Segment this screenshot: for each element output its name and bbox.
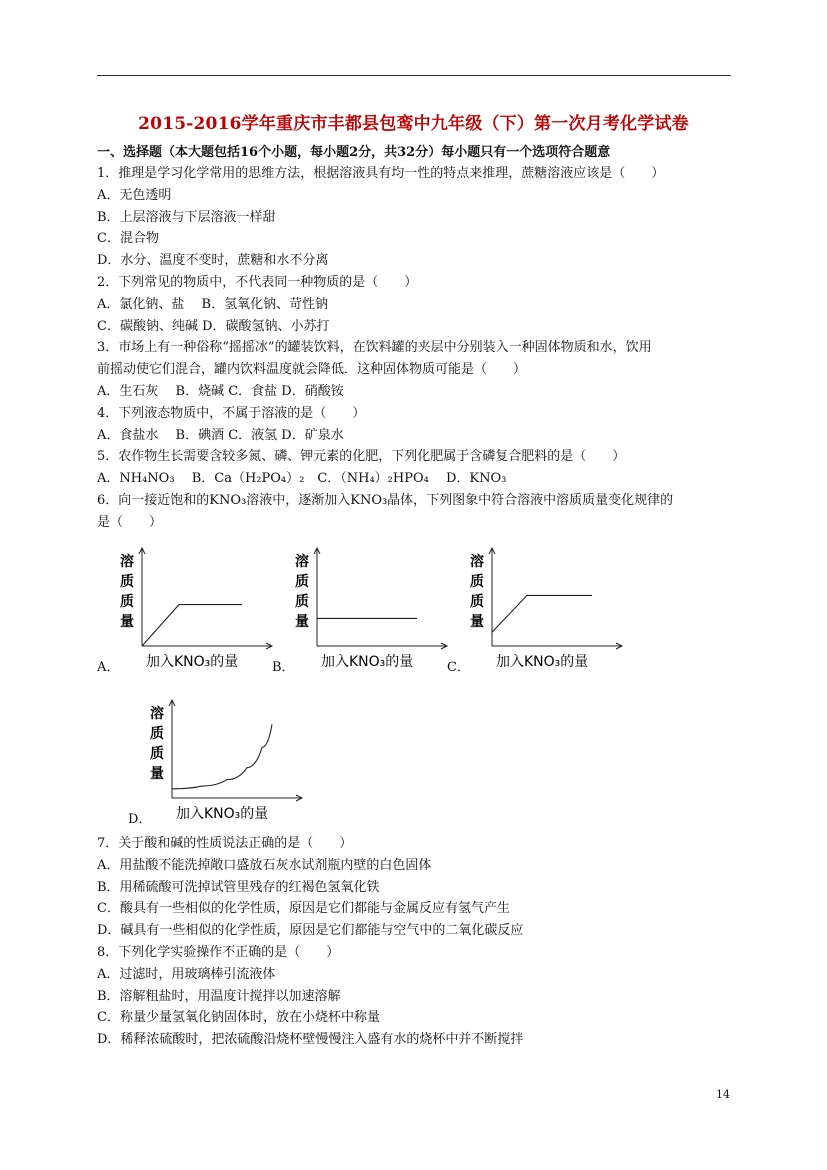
- y-axis-label-char: 质: [120, 574, 134, 590]
- y-axis-label-char: 量: [150, 766, 164, 782]
- y-axis-label-char: 质: [295, 594, 309, 610]
- question-line: A．食盐水 B．碘酒 C．液氢 D．矿泉水: [97, 427, 344, 443]
- chart-c: [460, 548, 620, 678]
- section-heading: 一、选择题（本大题包括16个小题，每小题2分，共32分）每小题只有一个选项符合题意: [97, 145, 611, 160]
- page-number: 14: [716, 1088, 730, 1101]
- chart-b-svg: [285, 548, 445, 678]
- question-line: D．碱具有一些相似的化学性质，原因是它们都能与空气中的二氧化碳反应: [97, 923, 524, 939]
- y-axis-label-char: 质: [120, 594, 134, 610]
- y-axis-label-char: 质: [470, 594, 484, 610]
- option-a-label: A．: [97, 660, 120, 675]
- chart-a-svg: [110, 548, 270, 678]
- y-axis-label-char: 溶: [295, 554, 309, 570]
- y-axis-label-char: 质: [150, 746, 164, 762]
- paper-title: 2015-2016学年重庆市丰都县包鸾中九年级（下）第一次月考化学试卷: [138, 114, 689, 134]
- question-line: D．稀释浓硫酸时，把浓硫酸沿烧杯壁慢慢注入盛有水的烧杯中并不断搅拌: [97, 1032, 524, 1048]
- chart-d: [140, 700, 300, 830]
- question-line: B．溶解粗盐时，用温度计搅拌以加速溶解: [97, 988, 341, 1004]
- question-line: C．称量少量氢氧化钠固体时，放在小烧杯中称量: [97, 1010, 380, 1026]
- y-axis-label-char: 溶: [470, 554, 484, 570]
- question-line: A．过滤时，用玻璃棒引流液体: [97, 966, 276, 982]
- x-axis-label: 加入KNO₃的量: [176, 806, 269, 822]
- y-axis-label-char: 量: [120, 614, 134, 630]
- question-line: 8．下列化学实验操作不正确的是（ ）: [97, 945, 340, 960]
- y-axis-label-char: 质: [150, 726, 164, 742]
- question-line: A．NH₄NO₃ B．Ca（H₂PO₄）₂ C．（NH₄）₂HPO₄ D．KNO₃: [97, 471, 507, 487]
- question-line: 1．推理是学习化学常用的思维方法，根据溶液具有均一性的特点来推理，蔗糖溶液应该是（ ）: [97, 166, 665, 181]
- x-axis-label: 加入KNO₃的量: [146, 654, 239, 670]
- y-axis-label-char: 质: [295, 574, 309, 590]
- question-line: B．上层溶液与下层溶液一样甜: [97, 209, 276, 225]
- y-axis-label-char: 溶: [150, 706, 164, 722]
- question-line: A．生石灰 B．烧碱 C．食盐 D．硝酸铵: [97, 384, 344, 399]
- question-line: 5．农作物生长需要含较多氮、磷、钾元素的化肥，下列化肥属于含磷复合肥料的是（ ）: [97, 449, 626, 465]
- question-line: A．氯化钠、盐 B．氢氧化钠、苛性钠: [97, 296, 329, 312]
- question-line: C．酸具有一些相似的化学性质，原因是它们都能与金属反应有氢气产生: [97, 901, 510, 917]
- question-line: 7．关于酸和碱的性质说法正确的是（ ）: [97, 836, 353, 851]
- question-line: 6．向一接近饱和的KNO₃溶液中，逐渐加入KNO₃晶体，下列图象中符合溶液中溶质质量变化规律的: [97, 493, 674, 508]
- y-axis-label-char: 质: [470, 574, 484, 590]
- y-axis-label-char: 量: [295, 614, 309, 630]
- y-axis-label-char: 量: [470, 614, 484, 630]
- question-line: B．用稀硫酸可洗掉试管里残存的红褐色氢氧化铁: [97, 879, 380, 895]
- question-line: A．无色透明: [97, 187, 172, 203]
- chart-a: [110, 548, 270, 678]
- question-line: 2．下列常见的物质中，不代表同一种物质的是（ ）: [97, 275, 418, 290]
- option-b-label: B．: [272, 660, 295, 675]
- header-rule: [97, 75, 731, 76]
- question-line: 是（ ）: [97, 514, 163, 530]
- question-line: A．用盐酸不能洗掉敞口盛放石灰水试剂瓶内壁的白色固体: [97, 857, 432, 873]
- y-axis-label-char: 溶: [120, 554, 134, 570]
- question-line: C．碳酸钠、纯碱 D．碳酸氢钠、小苏打: [97, 318, 330, 334]
- chart-c-svg: [460, 548, 620, 678]
- chart-b: [285, 548, 445, 678]
- x-axis-label: 加入KNO₃的量: [321, 654, 414, 670]
- series-line-d: [172, 724, 272, 788]
- x-axis-label: 加入KNO₃的量: [496, 654, 589, 670]
- question-line: 4．下列液态物质中，不属于溶液的是（ ）: [97, 405, 366, 421]
- question-line: D．水分、温度不变时，蔗糖和水不分离: [97, 253, 329, 269]
- chart-d-svg: [140, 700, 300, 830]
- question-line: 3．市场上有一种俗称“摇摇冰”的罐装饮料，在饮料罐的夹层中分别装入一种固体物质和水，饮用: [97, 340, 652, 356]
- question-line: C．混合物: [97, 231, 159, 247]
- question-line: 前摇动使它们混合，罐内饮料温度就会降低．这种固体物质可能是（ ）: [97, 362, 527, 378]
- series-line-a: [142, 605, 242, 646]
- option-c-label: C．: [447, 660, 470, 675]
- series-line-c: [492, 595, 592, 632]
- option-d-label: D．: [128, 812, 152, 827]
